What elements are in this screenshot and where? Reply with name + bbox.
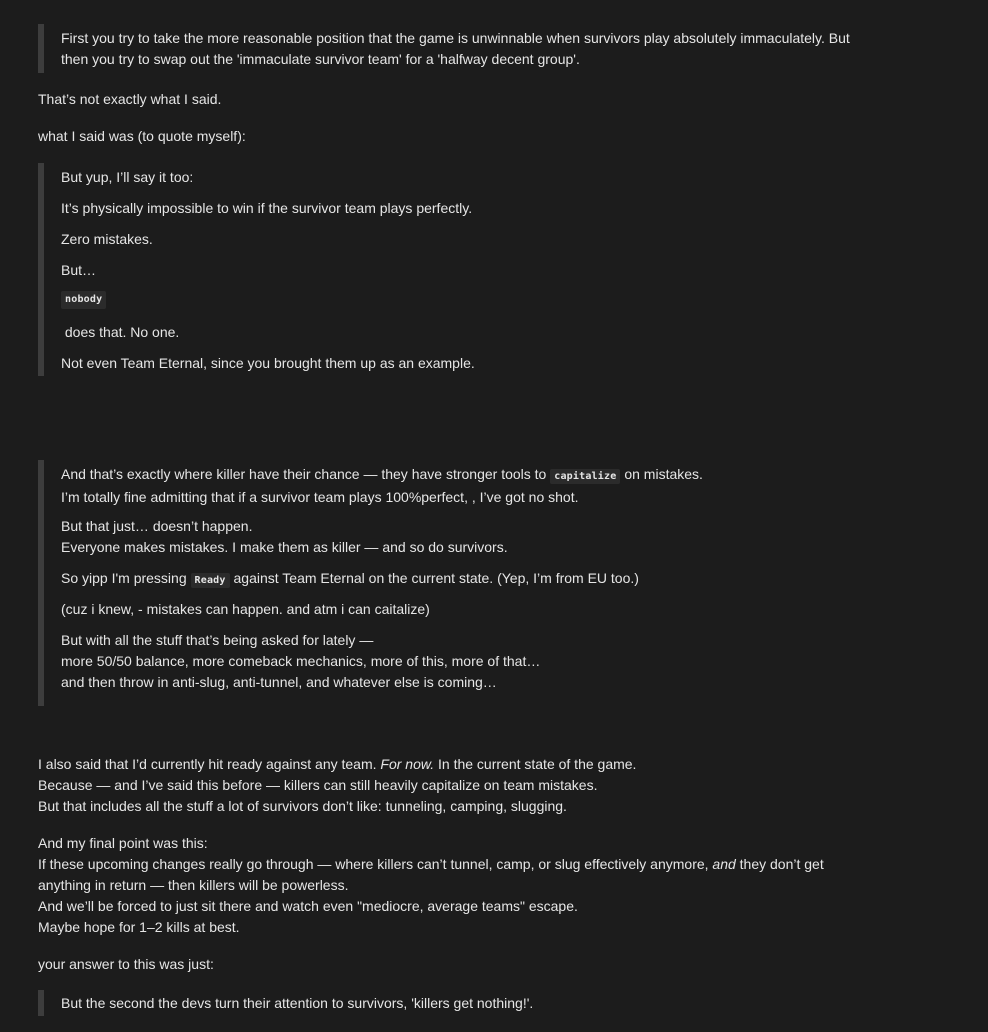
blockquote-3 bbox=[38, 460, 961, 706]
final-line3: anything in return — then killers will be powerless. bbox=[38, 877, 349, 893]
quote2-p6: does that. No one. bbox=[61, 324, 180, 340]
also-said-emphasis: For now. bbox=[380, 756, 435, 772]
quote1-line2: then you try to swap out the 'immaculate survivor team' for a 'halfway decent group'. bbox=[61, 51, 580, 67]
paragraph-not-exactly: That’s not exactly what I said. bbox=[38, 91, 222, 107]
final-line2-text-b: they don’t get bbox=[735, 856, 824, 872]
quote3-p5-line1: But with all the stuff that’s being asked for lately — bbox=[61, 632, 374, 648]
blockquote-4 bbox=[38, 990, 961, 1016]
quote3-p5-line2: more 50/50 balance, more comeback mechanics, more of this, more of that… bbox=[61, 653, 541, 669]
quote2-p1: But yup, I’ll say it too: bbox=[61, 169, 194, 185]
blockquote-2 bbox=[38, 163, 961, 376]
paragraph-what-i-said: what I said was (to quote myself): bbox=[38, 128, 246, 144]
quote3-p1-line2: I’m totally fine admitting that if a survivor team plays 100%perfect, , I’ve got no shot. bbox=[61, 489, 579, 505]
blockquote-1 bbox=[38, 24, 961, 73]
final-line4: And we’ll be forced to just sit there and watch even "mediocre, average teams" escape. bbox=[38, 898, 578, 914]
inline-code-capitalize: capitalize bbox=[550, 469, 620, 484]
quote3-p2 bbox=[61, 516, 508, 558]
quote3-p3-text-b: against Team Eternal on the current state. (Yep, I’m from EU too.) bbox=[229, 570, 639, 586]
quote2-p3: Zero mistakes. bbox=[61, 231, 153, 247]
quote3-p5-line3: and then throw in anti-slug, anti-tunnel, and whatever else is coming… bbox=[61, 674, 497, 690]
paragraph-your-answer: your answer to this was just: bbox=[38, 956, 214, 972]
also-said-text-a: I also said that I’d currently hit ready against any team. bbox=[38, 756, 381, 772]
paragraph-final-point bbox=[38, 833, 824, 938]
final-line5: Maybe hope for 1–2 kills at best. bbox=[38, 919, 240, 935]
quote1-line1: First you try to take the more reasonable position that the game is unwinnable when survivors play absolutely immaculately. But bbox=[61, 30, 850, 46]
final-line2-text-a: If these upcoming changes really go through — where killers can’t tunnel, camp, or slug effectively anymore, bbox=[38, 856, 713, 872]
also-said-text-b: In the current state of the game. bbox=[434, 756, 637, 772]
inline-code-nobody: nobody bbox=[61, 291, 106, 309]
quote3-p2-line2: Everyone makes mistakes. I make them as killer — and so do survivors. bbox=[61, 539, 508, 555]
quote3-p3 bbox=[61, 568, 639, 591]
quote4-text: But the second the devs turn their attention to survivors, 'killers get nothing!'. bbox=[61, 995, 534, 1011]
also-said-line2: Because — and I’ve said this before — killers can still heavily capitalize on team mistakes. bbox=[38, 777, 598, 793]
quote2-p7: Not even Team Eternal, since you brought them up as an example. bbox=[61, 355, 475, 371]
inline-code-ready: Ready bbox=[191, 573, 230, 588]
quote3-p2-line1: But that just… doesn’t happen. bbox=[61, 518, 253, 534]
paragraph-also-said bbox=[38, 754, 636, 817]
quote3-p4: (cuz i knew, - mistakes can happen. and atm i can caitalize) bbox=[61, 601, 430, 617]
quote2-p2: It’s physically impossible to win if the survivor team plays perfectly. bbox=[61, 200, 473, 216]
final-line1: And my final point was this: bbox=[38, 835, 208, 851]
quote3-p5 bbox=[61, 630, 540, 693]
also-said-line3: But that includes all the stuff a lot of survivors don’t like: tunneling, camping, slugging. bbox=[38, 798, 567, 814]
quote3-p3-text-a: So yipp I'm pressing bbox=[61, 570, 191, 586]
quote3-p1 bbox=[61, 464, 703, 508]
quote3-p1-text-b: on mistakes. bbox=[620, 466, 703, 482]
quote3-p1-text-a: And that’s exactly where killer have their chance — they have stronger tools to bbox=[61, 466, 551, 482]
quote2-p4: But… bbox=[61, 262, 97, 278]
final-line2-emphasis: and bbox=[712, 856, 736, 872]
